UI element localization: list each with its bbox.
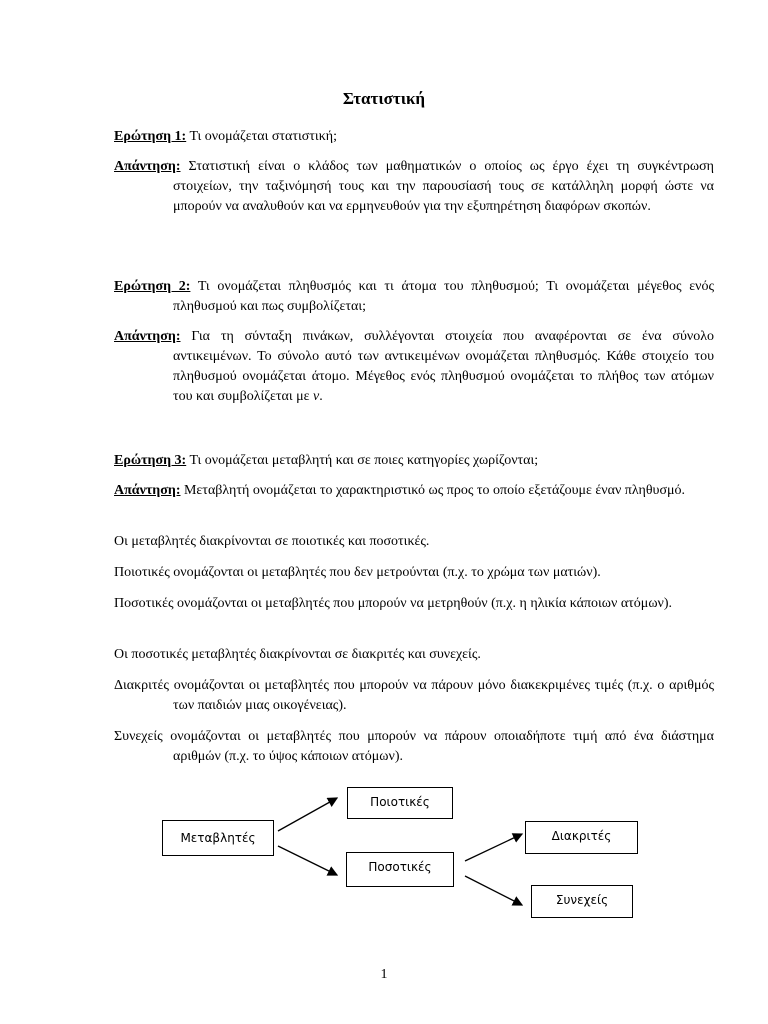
answer-2-end: .	[319, 389, 323, 404]
answer-2	[114, 327, 714, 407]
answer-3-label: Απάντηση:	[114, 483, 181, 498]
answer-2-symbol: ν	[313, 389, 320, 404]
arrow-to-continuous	[465, 876, 522, 905]
page-number: 1	[380, 967, 388, 982]
answer-1-label: Απάντηση:	[114, 159, 181, 174]
answer-1-text: Στατιστική είναι ο κλάδος των μαθηματικών ο οποίος ως έργο έχει τη συγκέντρωση στοιχείων, την ταξινόμησή τους και την παρουσίασή τους σε κατάλληλη μορφή ώστε να μπορούν να αναλυθούν και να ερμηνευθούν για την εξυπηρέτηση διαφόρων σκοπών.	[173, 159, 714, 214]
arrow-to-discrete	[465, 834, 522, 861]
note-2: Ποιοτικές ονομάζονται οι μεταβλητές που δεν μετρούνται (π.χ. το χρώμα των ματιών).	[114, 565, 601, 580]
note-3: Ποσοτικές ονομάζονται οι μεταβλητές που μπορούν να μετρηθούν (π.χ. η ηλικία κάποιων ατόμων).	[114, 596, 673, 611]
question-2	[114, 277, 714, 317]
diagram-box-quantitative: Ποσοτικές	[346, 852, 454, 887]
arrow-to-qualitative	[278, 798, 337, 831]
answer-3-text: Μεταβλητή ονομάζεται το χαρακτηριστικό ως προς το οποίο εξετάζουμε έναν πληθυσμό.	[180, 483, 686, 498]
question-1-label: Ερώτηση 1:	[114, 129, 187, 144]
diagram-box-qualitative: Ποιοτικές	[347, 787, 453, 819]
answer-3	[114, 481, 714, 501]
question-3-label: Ερώτηση 3:	[114, 453, 187, 468]
question-1	[114, 127, 655, 147]
note-1: Οι μεταβλητές διακρίνονται σε ποιοτικές και ποσοτικές.	[114, 534, 430, 549]
diagram-box-discrete: Διακριτές	[525, 821, 638, 854]
question-2-text: Τι ονομάζεται πληθυσμός και τι άτομα του πληθυσμού; Τι ονομάζεται μέγεθος ενός πληθυσμού και πως συμβολίζεται;	[173, 279, 714, 314]
arrow-to-quantitative	[278, 846, 337, 875]
question-3	[114, 451, 655, 471]
answer-2-text: Για τη σύνταξη πινάκων, συλλέγονται στοιχεία που αναφέρονται σε ένα σύνολο αντικειμένων. Το σύνολο αυτό των αντικειμένων ονομάζεται πληθυσμός. Κάθε στοιχείο του πληθυσμού ονομάζεται άτομο. Μέγεθος ενός πληθυσμού ονομάζεται το πλήθος των ατόμων του και συμβολίζεται με	[173, 329, 714, 404]
question-2-label: Ερώτηση 2:	[114, 279, 191, 294]
answer-1	[114, 157, 714, 217]
diagram-box-variables: Μεταβλητές	[162, 820, 274, 856]
note-6: Συνεχείς ονομάζονται οι μεταβλητές που μπορούν να πάρουν οποιαδήποτε τιμή από ένα διάστημα αριθμών (π.χ. το ύψος κάποιων ατόμων).	[114, 729, 714, 764]
answer-2-label: Απάντηση:	[114, 329, 181, 344]
page-title: Στατιστική	[342, 89, 426, 108]
question-1-text: Τι ονομάζεται στατιστική;	[186, 129, 337, 144]
diagram-box-continuous: Συνεχείς	[531, 885, 633, 918]
question-3-text: Τι ονομάζεται μεταβλητή και σε ποιες κατηγορίες χωρίζονται;	[186, 453, 539, 468]
note-4: Οι ποσοτικές μεταβλητές διακρίνονται σε διακριτές και συνεχείς.	[114, 647, 481, 662]
note-5: Διακριτές ονομάζονται οι μεταβλητές που μπορούν να πάρουν μόνο διακεκριμένες τιμές (π.χ. ο αριθμός των παιδιών μιας οικογένειας).	[114, 678, 714, 713]
